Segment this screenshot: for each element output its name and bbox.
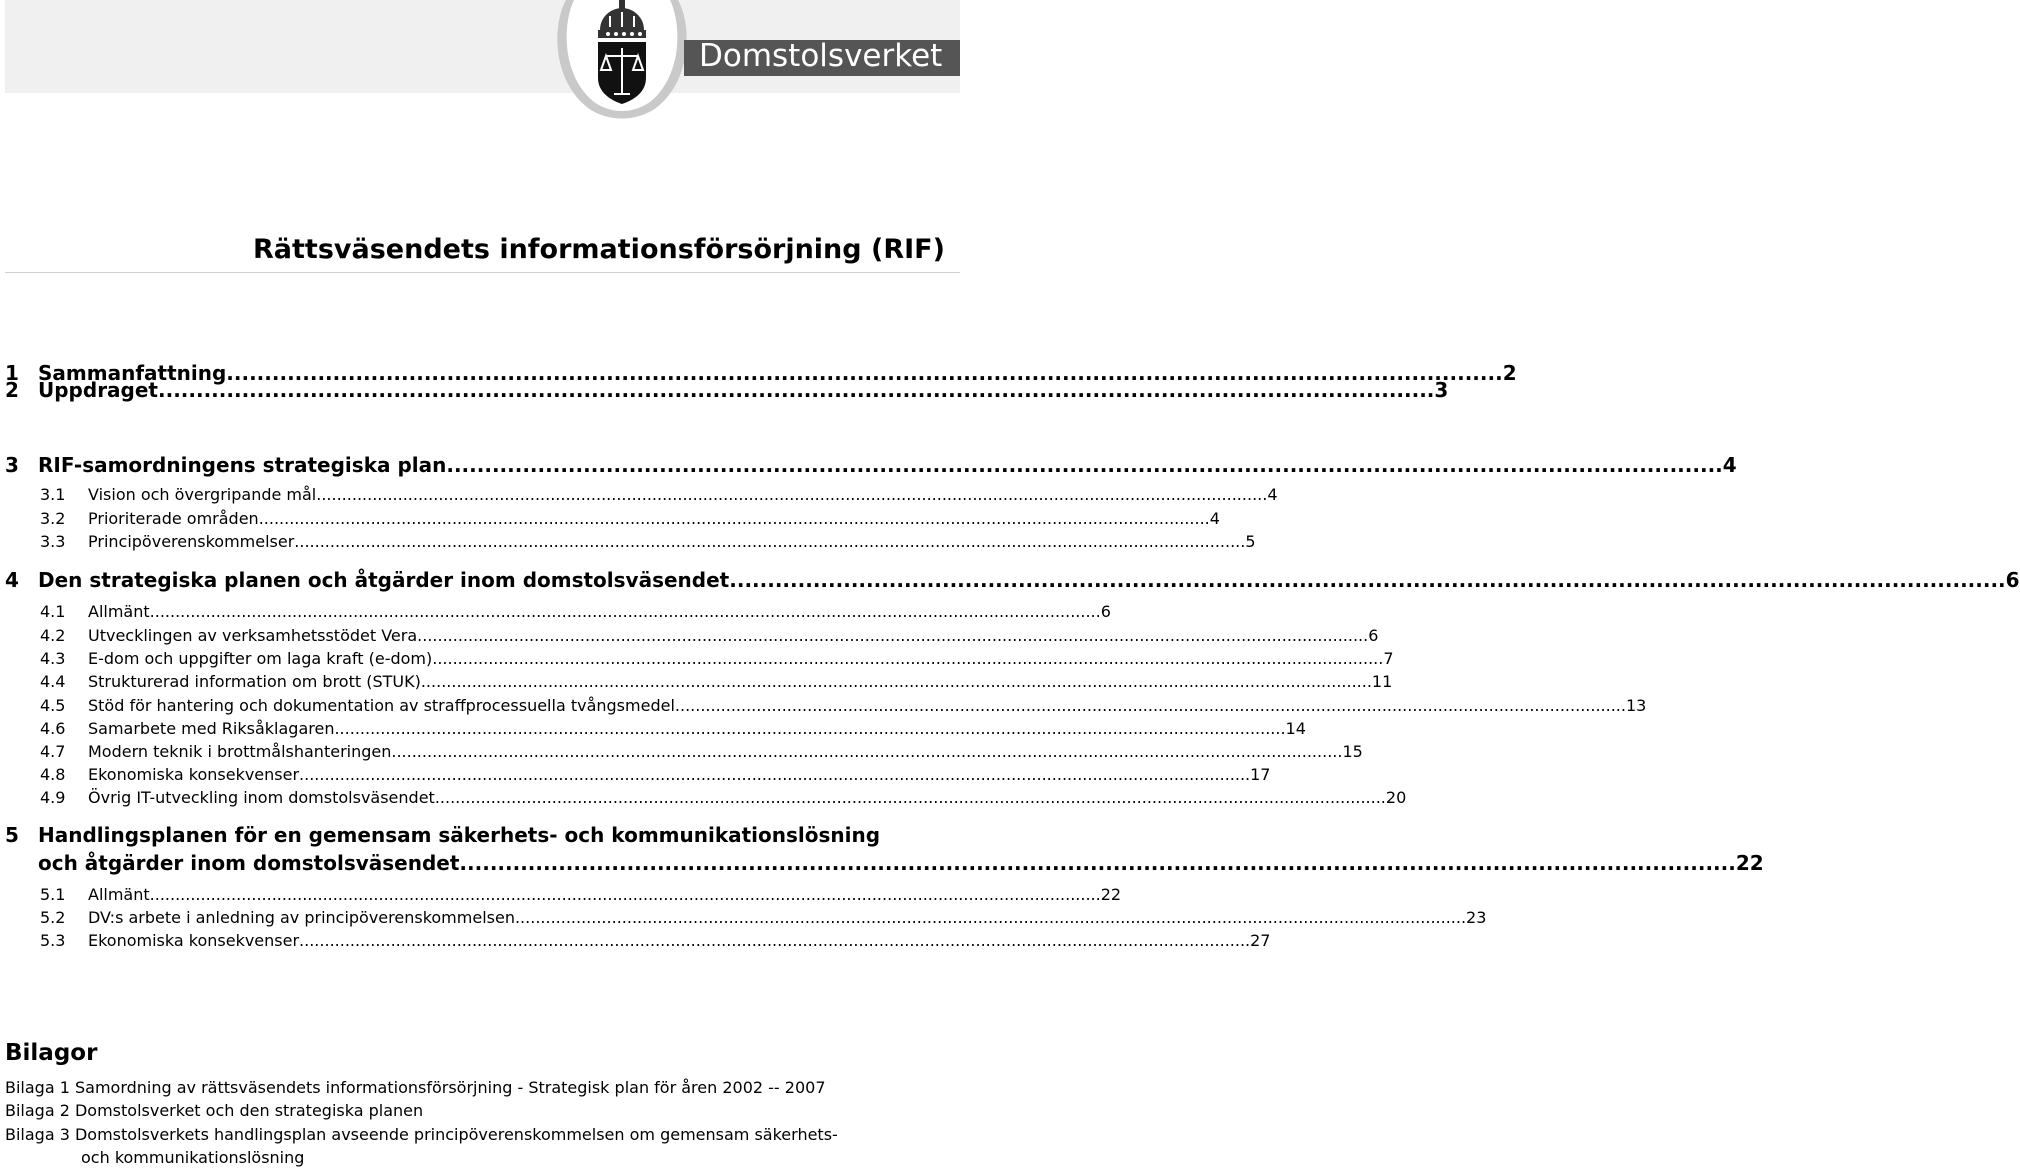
toc-number: 4.1 <box>40 602 66 621</box>
toc-page: 13 <box>1625 696 1647 715</box>
toc-page: 22 <box>1735 851 1764 875</box>
toc-leader: ........................................................................................................................................................................................... <box>299 931 1251 950</box>
toc-entry[interactable] <box>40 602 1111 621</box>
toc-entry[interactable] <box>5 453 1737 477</box>
toc-leader: ........................................................................................................................................................................ <box>226 361 1503 385</box>
toc-number: 5.2 <box>40 908 66 927</box>
toc-entry[interactable] <box>40 485 1278 504</box>
toc-entry[interactable] <box>40 626 1379 645</box>
toc-page: 6 <box>1368 626 1379 645</box>
toc-entry[interactable] <box>40 908 1487 927</box>
toc-entry[interactable] <box>40 931 1271 950</box>
toc-number: 4.4 <box>40 672 66 691</box>
title-divider <box>5 272 960 273</box>
toc-leader: ........................................................................................................................................................................................... <box>299 765 1251 784</box>
toc-leader: ........................................................................................................................................................................................... <box>434 788 1386 807</box>
toc-entry[interactable] <box>40 532 1256 551</box>
toc-text: Principöverenskommelser <box>88 532 295 551</box>
toc-leader: ........................................................................................................................................................................................... <box>514 908 1467 927</box>
brand-bold: Domstols <box>699 38 845 74</box>
toc-entry[interactable] <box>40 696 1647 715</box>
appendix-item: Bilaga 1 Samordning av rättsväsendets informationsförsörjning - Strategisk plan för åren 2002 -- 2007 <box>5 1078 826 1097</box>
toc-entry[interactable] <box>40 719 1306 738</box>
toc-leader: ........................................................................................................................................................................................... <box>149 602 1101 621</box>
toc-leader: ........................................................................................................................................................................ <box>158 378 1435 402</box>
toc-text: Övrig IT-utveckling inom domstolsväsendet <box>88 788 435 807</box>
coat-of-arms-emblem-icon <box>548 0 696 120</box>
toc-text: Uppdraget <box>38 378 158 402</box>
toc-text: Allmänt <box>88 885 150 904</box>
appendix-item: Bilaga 3 Domstolsverkets handlingsplan avseende principöverenskommelsen om gemensam säkerhets- <box>5 1125 838 1144</box>
toc-number: 2 <box>5 378 19 402</box>
toc-page: 6 <box>2005 568 2020 592</box>
toc-text: Ekonomiska konsekvenser <box>88 765 300 784</box>
toc-number: 3.3 <box>40 532 66 551</box>
toc-number: 3 <box>5 453 19 477</box>
toc-text: Vision och övergripande mål <box>88 485 317 504</box>
appendices-heading: Bilagor <box>5 1040 98 1066</box>
toc-entry[interactable] <box>40 885 1122 904</box>
brand-light: verket <box>844 38 943 74</box>
toc-text: Stöd för hantering och dokumentation av straffprocessuella tvångsmedel <box>88 696 675 715</box>
toc-leader: ........................................................................................................................................................................................... <box>149 885 1101 904</box>
toc-text: och åtgärder inom domstolsväsendet <box>38 851 460 875</box>
toc-text: Modern teknik i brottmålshanteringen <box>88 742 392 761</box>
toc-entry[interactable] <box>5 568 2020 592</box>
toc-page: 6 <box>1100 602 1111 621</box>
toc-page: 23 <box>1466 908 1487 927</box>
toc-entry[interactable] <box>5 378 1449 402</box>
toc-entry[interactable] <box>40 788 1407 807</box>
toc-text: Handlingsplanen för en gemensam säkerhets- och kommunikationslösning <box>38 823 881 847</box>
appendix-item: Bilaga 2 Domstolsverket och den strategiska planen <box>5 1101 424 1120</box>
toc-number: 4 <box>5 568 19 592</box>
toc-leader: ........................................................................................................................................................................................... <box>258 509 1210 528</box>
toc-number: 3.2 <box>40 509 66 528</box>
toc-leader: ........................................................................................................................................................................................... <box>420 672 1372 691</box>
toc-number: 5.3 <box>40 931 66 950</box>
toc-page: 5 <box>1245 532 1256 551</box>
toc-number: 4.8 <box>40 765 66 784</box>
toc-page: 7 <box>1383 649 1394 668</box>
toc-text: DV:s arbete i anledning av principöverenskommelsen <box>88 908 515 927</box>
toc-page: 4 <box>1722 453 1737 477</box>
toc-page: 15 <box>1342 742 1363 761</box>
toc-leader: ........................................................................................................................................................................................... <box>391 742 1343 761</box>
toc-number: 4.9 <box>40 788 66 807</box>
toc-number: 4.2 <box>40 626 66 645</box>
toc-page: 4 <box>1209 509 1220 528</box>
toc-number: 5.1 <box>40 885 66 904</box>
brand-wordmark <box>699 38 942 74</box>
toc-entry[interactable] <box>40 649 1394 668</box>
toc-text: Samarbete med Riksåklagaren <box>88 719 335 738</box>
toc-page: 27 <box>1250 931 1271 950</box>
toc-leader: ........................................................................................................................................................................................... <box>316 485 1268 504</box>
toc-leader: ........................................................................................................................................................................ <box>459 851 1736 875</box>
toc-number: 4.6 <box>40 719 66 738</box>
toc-page: 14 <box>1285 719 1306 738</box>
toc-text: Sammanfattning <box>38 361 227 385</box>
toc-number: 3.1 <box>40 485 66 504</box>
toc-number: 5 <box>5 823 19 847</box>
toc-page: 3 <box>1434 378 1449 402</box>
toc-number: 4.3 <box>40 649 66 668</box>
toc-entry[interactable] <box>40 742 1363 761</box>
toc-text: Allmänt <box>88 602 150 621</box>
toc-entry-line1[interactable] <box>5 823 880 847</box>
toc-number: 4.7 <box>40 742 66 761</box>
toc-text: Prioriterade områden <box>88 509 259 528</box>
toc-leader: ........................................................................................................................................................................................... <box>417 626 1369 645</box>
toc-entry[interactable] <box>40 765 1271 784</box>
toc-leader: ........................................................................................................................................................................ <box>729 568 2006 592</box>
toc-entry[interactable] <box>38 851 1764 875</box>
toc-text: E-dom och uppgifter om laga kraft (e-dom) <box>88 649 433 668</box>
toc-leader: ........................................................................................................................................................................................... <box>294 532 1246 551</box>
toc-page: 2 <box>1502 361 1517 385</box>
toc-leader: ........................................................................................................................................................................................... <box>674 696 1626 715</box>
toc-text: Ekonomiska konsekvenser <box>88 931 300 950</box>
toc-page: 22 <box>1100 885 1122 904</box>
toc-page: 20 <box>1385 788 1407 807</box>
toc-page: 4 <box>1267 485 1278 504</box>
toc-text: RIF-samordningens strategiska plan <box>38 453 447 477</box>
toc-number: 4.5 <box>40 696 66 715</box>
toc-page: 17 <box>1250 765 1271 784</box>
toc-text: Strukturerad information om brott (STUK) <box>88 672 421 691</box>
toc-entry[interactable] <box>40 509 1220 528</box>
toc-number: 1 <box>5 361 19 385</box>
toc-leader: ........................................................................................................................................................................................... <box>334 719 1286 738</box>
toc-text: Den strategiska planen och åtgärder inom domstolsväsendet <box>38 568 730 592</box>
document-title: Rättsväsendets informationsförsörjning (RIF) <box>253 234 945 265</box>
toc-leader: ........................................................................................................................................................................ <box>446 453 1723 477</box>
toc-leader: ........................................................................................................................................................................................... <box>432 649 1384 668</box>
toc-entry[interactable] <box>40 672 1393 691</box>
toc-text: Utvecklingen av verksamhetsstödet Vera <box>88 626 418 645</box>
toc-page: 11 <box>1371 672 1393 691</box>
appendix-item: och kommunikationslösning <box>81 1148 305 1167</box>
